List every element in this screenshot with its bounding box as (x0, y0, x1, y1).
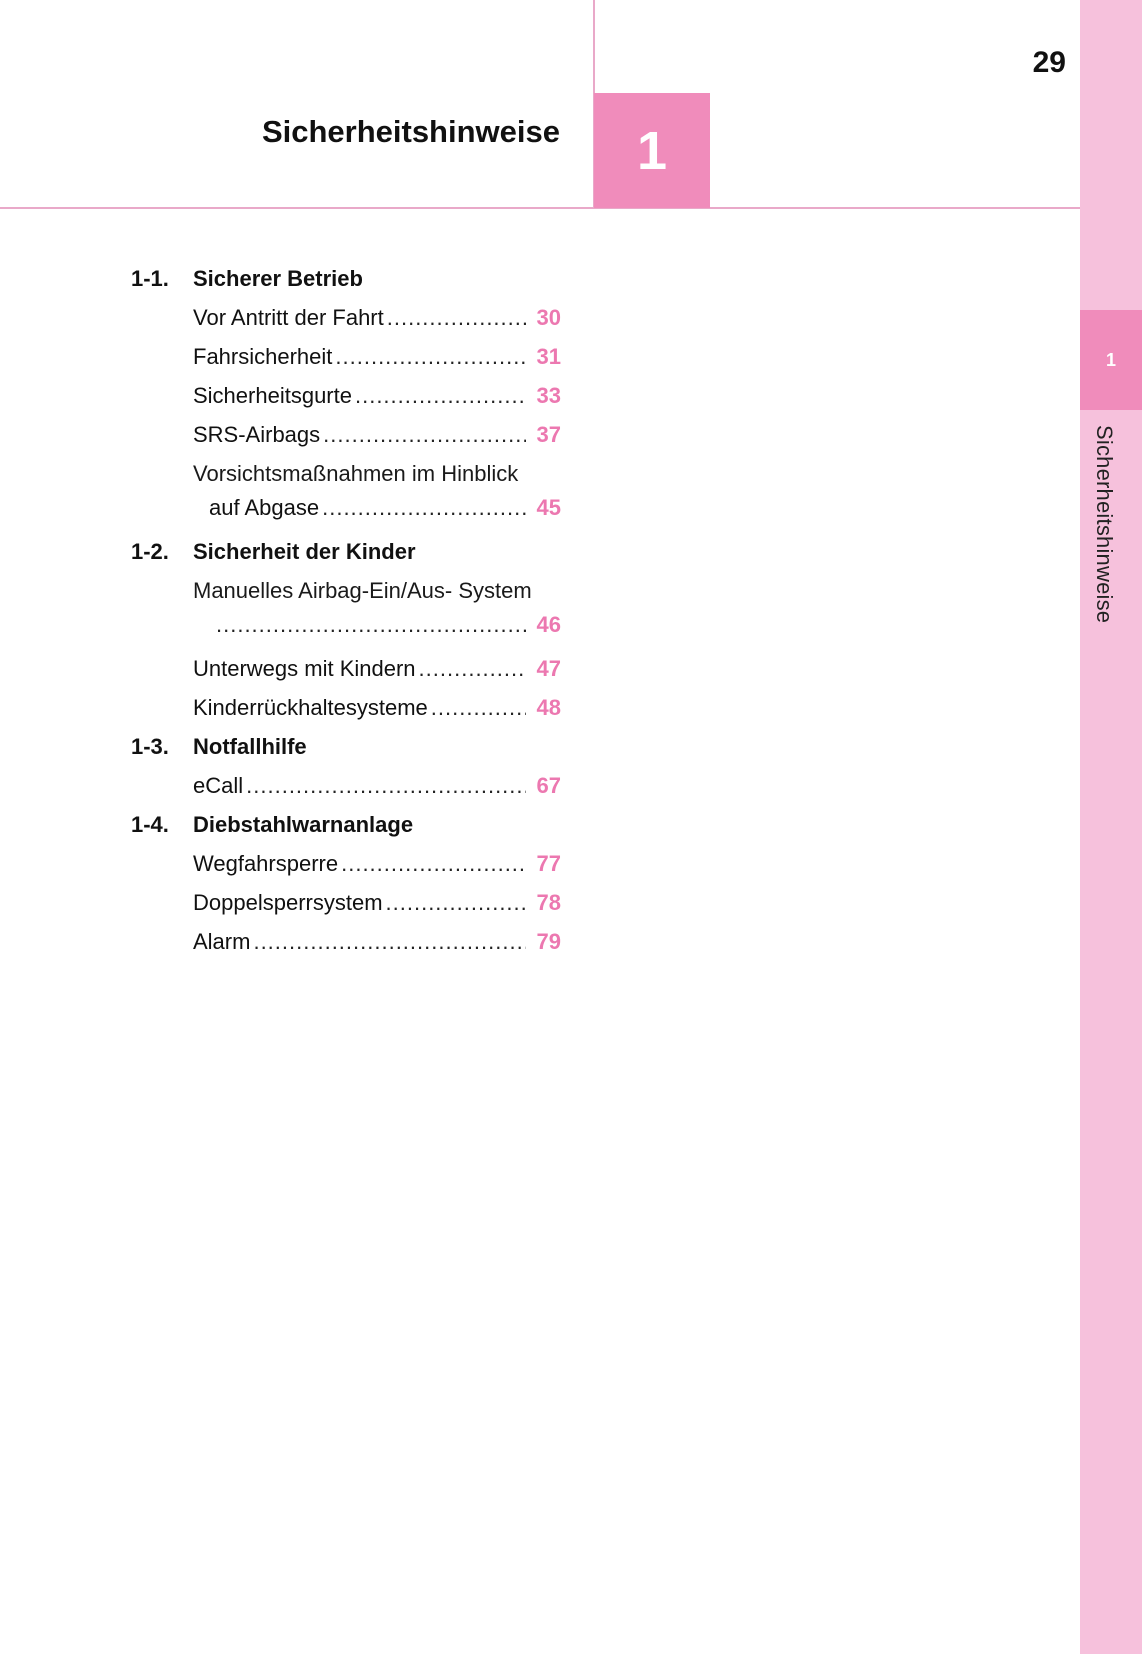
side-tab-number: 1 (1105, 349, 1116, 370)
toc-entry-label: Fahrsicherheit (193, 344, 333, 369)
toc-entry-label: Wegfahrsperre (193, 851, 339, 876)
toc-entry[interactable] (131, 847, 561, 881)
toc-entry[interactable] (131, 925, 561, 959)
side-tab-label: Sicherheitshinweise (1092, 425, 1117, 624)
toc-entry[interactable] (131, 418, 561, 452)
toc-page-number[interactable]: 79 (536, 929, 561, 954)
toc-section-title[interactable]: Notfallhilfe (193, 734, 307, 759)
toc-entry-label-continued: auf Abgase (209, 495, 320, 520)
table-of-contents (131, 262, 561, 964)
toc-dot-leader (355, 379, 526, 413)
toc-page-number[interactable]: 67 (536, 773, 561, 798)
toc-dot-leader (253, 925, 526, 959)
chapter-title: Sicherheitshinweise (261, 114, 560, 149)
toc-entry-label: eCall (193, 773, 244, 798)
toc-entry[interactable] (131, 379, 561, 413)
toc-entry[interactable] (131, 574, 561, 647)
toc-page-number[interactable]: 77 (536, 851, 561, 876)
toc-entry-label: Manuelles Airbag-Ein/Aus- System (193, 578, 532, 603)
toc-entry[interactable] (131, 340, 561, 374)
toc-entry-label: Vor Antritt der Fahrt (193, 305, 384, 330)
page-number: 29 (1032, 46, 1066, 79)
chapter-number-box (594, 93, 710, 208)
toc-dot-leader (341, 847, 526, 881)
toc-entry[interactable] (131, 301, 561, 335)
toc-entry[interactable] (131, 691, 561, 725)
toc-section-number: 1-1. (131, 266, 169, 291)
toc-dot-leader (216, 608, 526, 642)
toc-page-number[interactable]: 46 (536, 612, 561, 637)
toc-entry-label: Kinderrückhaltesysteme (193, 695, 428, 720)
toc-section (131, 262, 561, 296)
toc-page-number[interactable]: 78 (536, 890, 561, 915)
toc-entry-label: Alarm (193, 929, 251, 954)
toc-dot-leader (431, 691, 526, 725)
toc-dot-leader (323, 418, 526, 452)
toc-section-title[interactable]: Sicherheit der Kinder (193, 539, 416, 564)
toc-section (131, 535, 561, 569)
toc-entry-label: SRS-Airbags (193, 422, 321, 447)
toc-entry[interactable] (131, 457, 561, 530)
toc-entry-label: Vorsichtsmaßnahmen im Hinblick (193, 461, 519, 486)
header-divider-horizontal (0, 207, 1080, 209)
toc-page-number[interactable]: 33 (536, 383, 561, 408)
toc-dot-leader (386, 886, 526, 920)
toc-page-number[interactable]: 47 (536, 656, 561, 681)
toc-section-number: 1-3. (131, 734, 169, 759)
toc-section-title[interactable]: Diebstahlwarnanlage (193, 812, 414, 837)
toc-dot-leader (246, 769, 526, 803)
toc-dot-leader (322, 491, 526, 525)
toc-section-number: 1-2. (131, 539, 169, 564)
chapter-number: 1 (636, 120, 668, 181)
toc-section-title[interactable]: Sicherer Betrieb (193, 266, 363, 291)
toc-dot-leader (387, 301, 526, 335)
toc-section (131, 808, 561, 842)
toc-entry[interactable] (131, 652, 561, 686)
toc-section-number: 1-4. (131, 812, 169, 837)
toc-dot-leader (335, 340, 526, 374)
toc-entry-label: Unterwegs mit Kindern (193, 656, 416, 681)
toc-page-number[interactable]: 37 (536, 422, 561, 447)
toc-entry[interactable] (131, 886, 561, 920)
toc-entry-label: Doppelsperrsystem (193, 890, 383, 915)
side-tab-band (1080, 0, 1142, 1654)
side-tab-chapter-1[interactable] (1080, 310, 1142, 410)
toc-section (131, 730, 561, 764)
toc-page-number[interactable]: 30 (536, 305, 561, 330)
toc-page-number[interactable]: 31 (536, 344, 561, 369)
toc-page-number[interactable]: 48 (536, 695, 561, 720)
toc-page-number[interactable]: 45 (536, 495, 561, 520)
toc-entry-label: Sicherheitsgurte (193, 383, 352, 408)
toc-entry[interactable] (131, 769, 561, 803)
toc-dot-leader (419, 652, 526, 686)
